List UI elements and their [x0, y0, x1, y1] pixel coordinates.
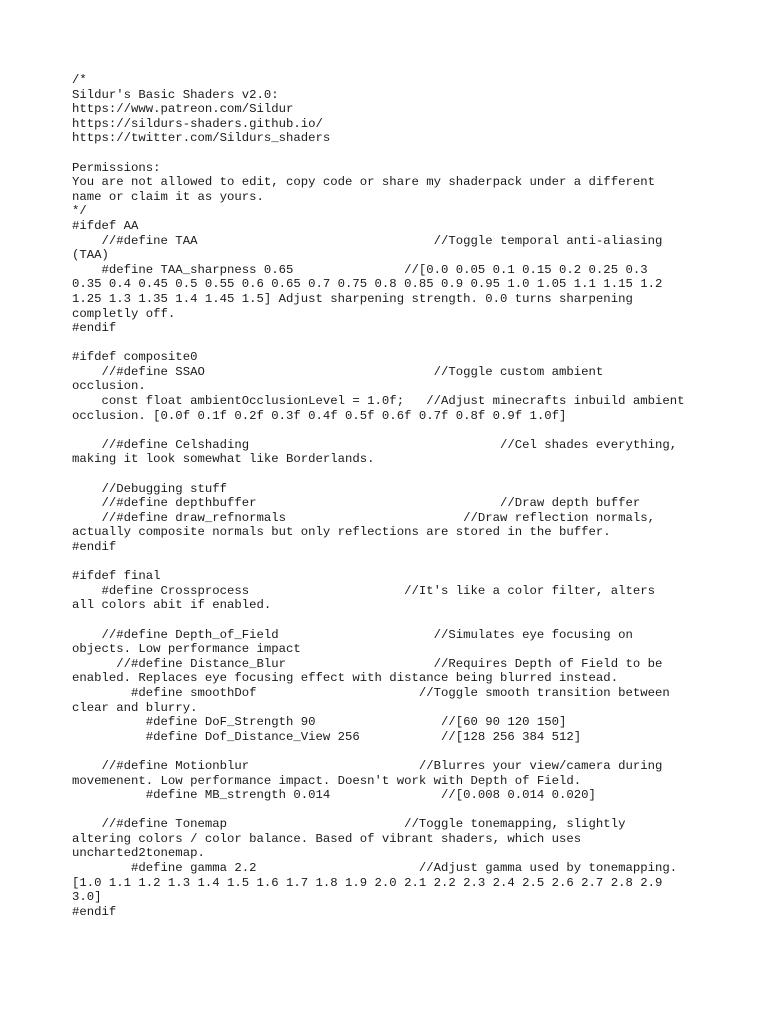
code-line: */ — [72, 204, 87, 219]
code-line: const float ambientOcclusionLevel = 1.0f; //Adjust minecrafts inbuild ambient — [72, 394, 685, 409]
code-line — [72, 336, 712, 351]
code-line: (TAA) — [72, 248, 109, 263]
code-line: enabled. Replaces eye focusing effect with distance being blurred instead. — [72, 671, 619, 686]
code-line: //#define draw_refnormals //Draw reflection normals, — [72, 510, 655, 525]
code-line: Sildur's Basic Shaders v2.0: — [72, 87, 279, 102]
code-line: #endif — [72, 904, 117, 919]
code-line: making it look somewhat like Borderlands. — [72, 452, 375, 467]
code-line — [72, 613, 712, 628]
code-line — [72, 467, 712, 482]
code-line: #endif — [72, 540, 117, 554]
code-line: completly off. — [72, 306, 176, 321]
code-line: //#define SSAO //Toggle custom ambient — [72, 364, 604, 379]
code-line: occlusion. — [72, 379, 146, 394]
code-line: https://twitter.com/Sildurs_shaders — [72, 131, 331, 146]
code-line: //Debugging stuff — [72, 481, 227, 496]
code-line: #endif — [72, 321, 117, 336]
code-line: #define Crossprocess //It's like a color filter, alters — [72, 583, 655, 598]
code-line: You are not allowed to edit, copy code or share my shaderpack under a different — [72, 175, 655, 190]
code-line: //#define depthbuffer //Draw depth buffer — [72, 496, 641, 511]
code-line: clear and blurry. — [72, 700, 198, 715]
code-line — [72, 803, 712, 818]
code-line — [72, 555, 712, 570]
code-line: Permissions: — [72, 160, 161, 175]
code-line: #define gamma 2.2 //Adjust gamma used by tonemapping. — [72, 861, 678, 876]
code-line: objects. Low performance impact — [72, 642, 301, 657]
code-line: #ifdef AA — [72, 218, 139, 233]
code-line: #ifdef composite0 — [72, 350, 198, 365]
code-line: actually composite normals but only reflections are stored in the buffer. — [72, 525, 611, 540]
code-line: #define smoothDof //Toggle smooth transition between — [72, 685, 670, 700]
code-line — [72, 744, 712, 759]
code-line: //#define Celshading //Cel shades everything, — [72, 437, 678, 452]
code-line: 1.25 1.3 1.35 1.4 1.45 1.5] Adjust sharpening strength. 0.0 turns sharpening — [72, 291, 633, 306]
code-line: #ifdef final — [72, 569, 161, 584]
code-line — [72, 146, 712, 161]
code-line — [72, 423, 712, 438]
code-line: #define TAA_sharpness 0.65 //[0.0 0.05 0.1 0.15 0.2 0.25 0.3 — [72, 262, 648, 277]
code-line: //#define TAA //Toggle temporal anti-aliasing — [72, 233, 663, 248]
code-line: name or claim it as yours. — [72, 189, 264, 204]
code-line: altering colors / color balance. Based of vibrant shaders, which uses — [72, 831, 582, 846]
code-line: movemenent. Low performance impact. Doesn't work with Depth of Field. — [72, 773, 582, 788]
code-line: 3.0] — [72, 890, 102, 905]
code-line: #define Dof_Distance_View 256 //[128 256 384 512] — [72, 729, 582, 744]
code-line: 0.35 0.4 0.45 0.5 0.55 0.6 0.65 0.7 0.75 0.8 0.85 0.9 0.95 1.0 1.05 1.1 1.15 1.2 — [72, 277, 663, 292]
code-line: https://www.patreon.com/Sildur — [72, 102, 294, 117]
code-line: https://sildurs-shaders.github.io/ — [72, 116, 323, 131]
code-line: #define MB_strength 0.014 //[0.008 0.014 0.020] — [72, 788, 596, 803]
code-line: occlusion. [0.0f 0.1f 0.2f 0.3f 0.4f 0.5f 0.6f 0.7f 0.8f 0.9f 1.0f] — [72, 408, 567, 423]
code-line: //#define Tonemap //Toggle tonemapping, slightly — [72, 817, 626, 832]
code-line: #define DoF_Strength 90 //[60 90 120 150] — [72, 715, 567, 730]
code-line: uncharted2tonemap. — [72, 846, 205, 861]
shader-config-code — [72, 73, 712, 919]
code-line: /* — [72, 73, 87, 87]
code-line: all colors abit if enabled. — [72, 598, 272, 613]
code-line: //#define Depth_of_Field //Simulates eye focusing on — [72, 627, 633, 642]
code-line: [1.0 1.1 1.2 1.3 1.4 1.5 1.6 1.7 1.8 1.9 2.0 2.1 2.2 2.3 2.4 2.5 2.6 2.7 2.8 2.9 — [72, 875, 663, 890]
code-line: //#define Motionblur //Blurres your view/camera during — [72, 758, 663, 773]
code-line: //#define Distance_Blur //Requires Depth of Field to be — [72, 656, 663, 671]
